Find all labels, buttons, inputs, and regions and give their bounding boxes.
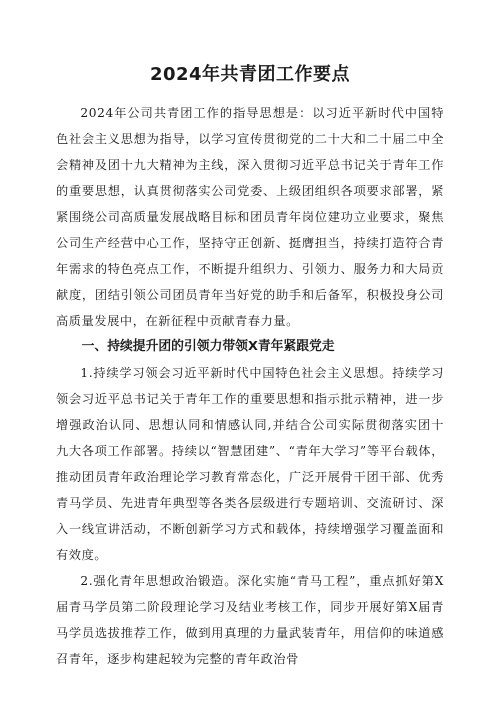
item-paragraph-1: 1.持续学习领会习近平新时代中国特色社会主义思想。持续学习领会习近平总书记关于青年工作的重要思想和指示批示精神，进一步增强政治认同、思想认同和情感认同,并结合公司实际贯彻落实团十九大各项工作部署。持续以“智慧团建”、“青年大学习”等平台载体，推动团员青年政治理论学习教育常态化，广泛开展骨干团干部、优秀青马学员、先进青年典型等各类各层级进行专题培训、交流研讨、深入一线宣讲活动，不断创新学习方式和载体，持续增强学习覆盖面和有效度。: [56, 366, 444, 562]
section-heading: 一、持续提升团的引领力带领X青年紧跟党走: [81, 339, 335, 354]
document-title: 2024年共青团工作要点: [149, 64, 351, 85]
item-paragraph-2: 2.强化青年思想政治锻造。深化实施“青马工程”，重点抓好第X届青马学员第二阶段理论学习及结业考核工作，同步开展好第X届青马学员选拔推荐工作，做到用真理的力量武装青年，用信仰的味道感召青年，逐步构建起较为完整的青年政治骨: [56, 574, 444, 666]
intro-paragraph: 2024年公司共青团工作的指导思想是：以习近平新时代中国特色社会主义思想为指导，以学习宣传贯彻党的二十大和二十届二中全会精神及团十九大精神为主线，深入贯彻习近平总书记关于青年工作的重要思想，认真贯彻落实公司党委、上级团组织各项要求部署，紧紧围绕公司高质量发展战略目标和团员青年岗位建功立业要求，聚焦公司生产经营中心工作，坚持守正创新、挺膺担当，持续打造符合青年需求的特色亮点工作，不断提升组织力、引领力、服务力和大局贡献度，团结引领公司团员青年当好党的助手和后备军，积极投身公司高质量发展中，在新征程中贡献青春力量。: [56, 106, 444, 328]
